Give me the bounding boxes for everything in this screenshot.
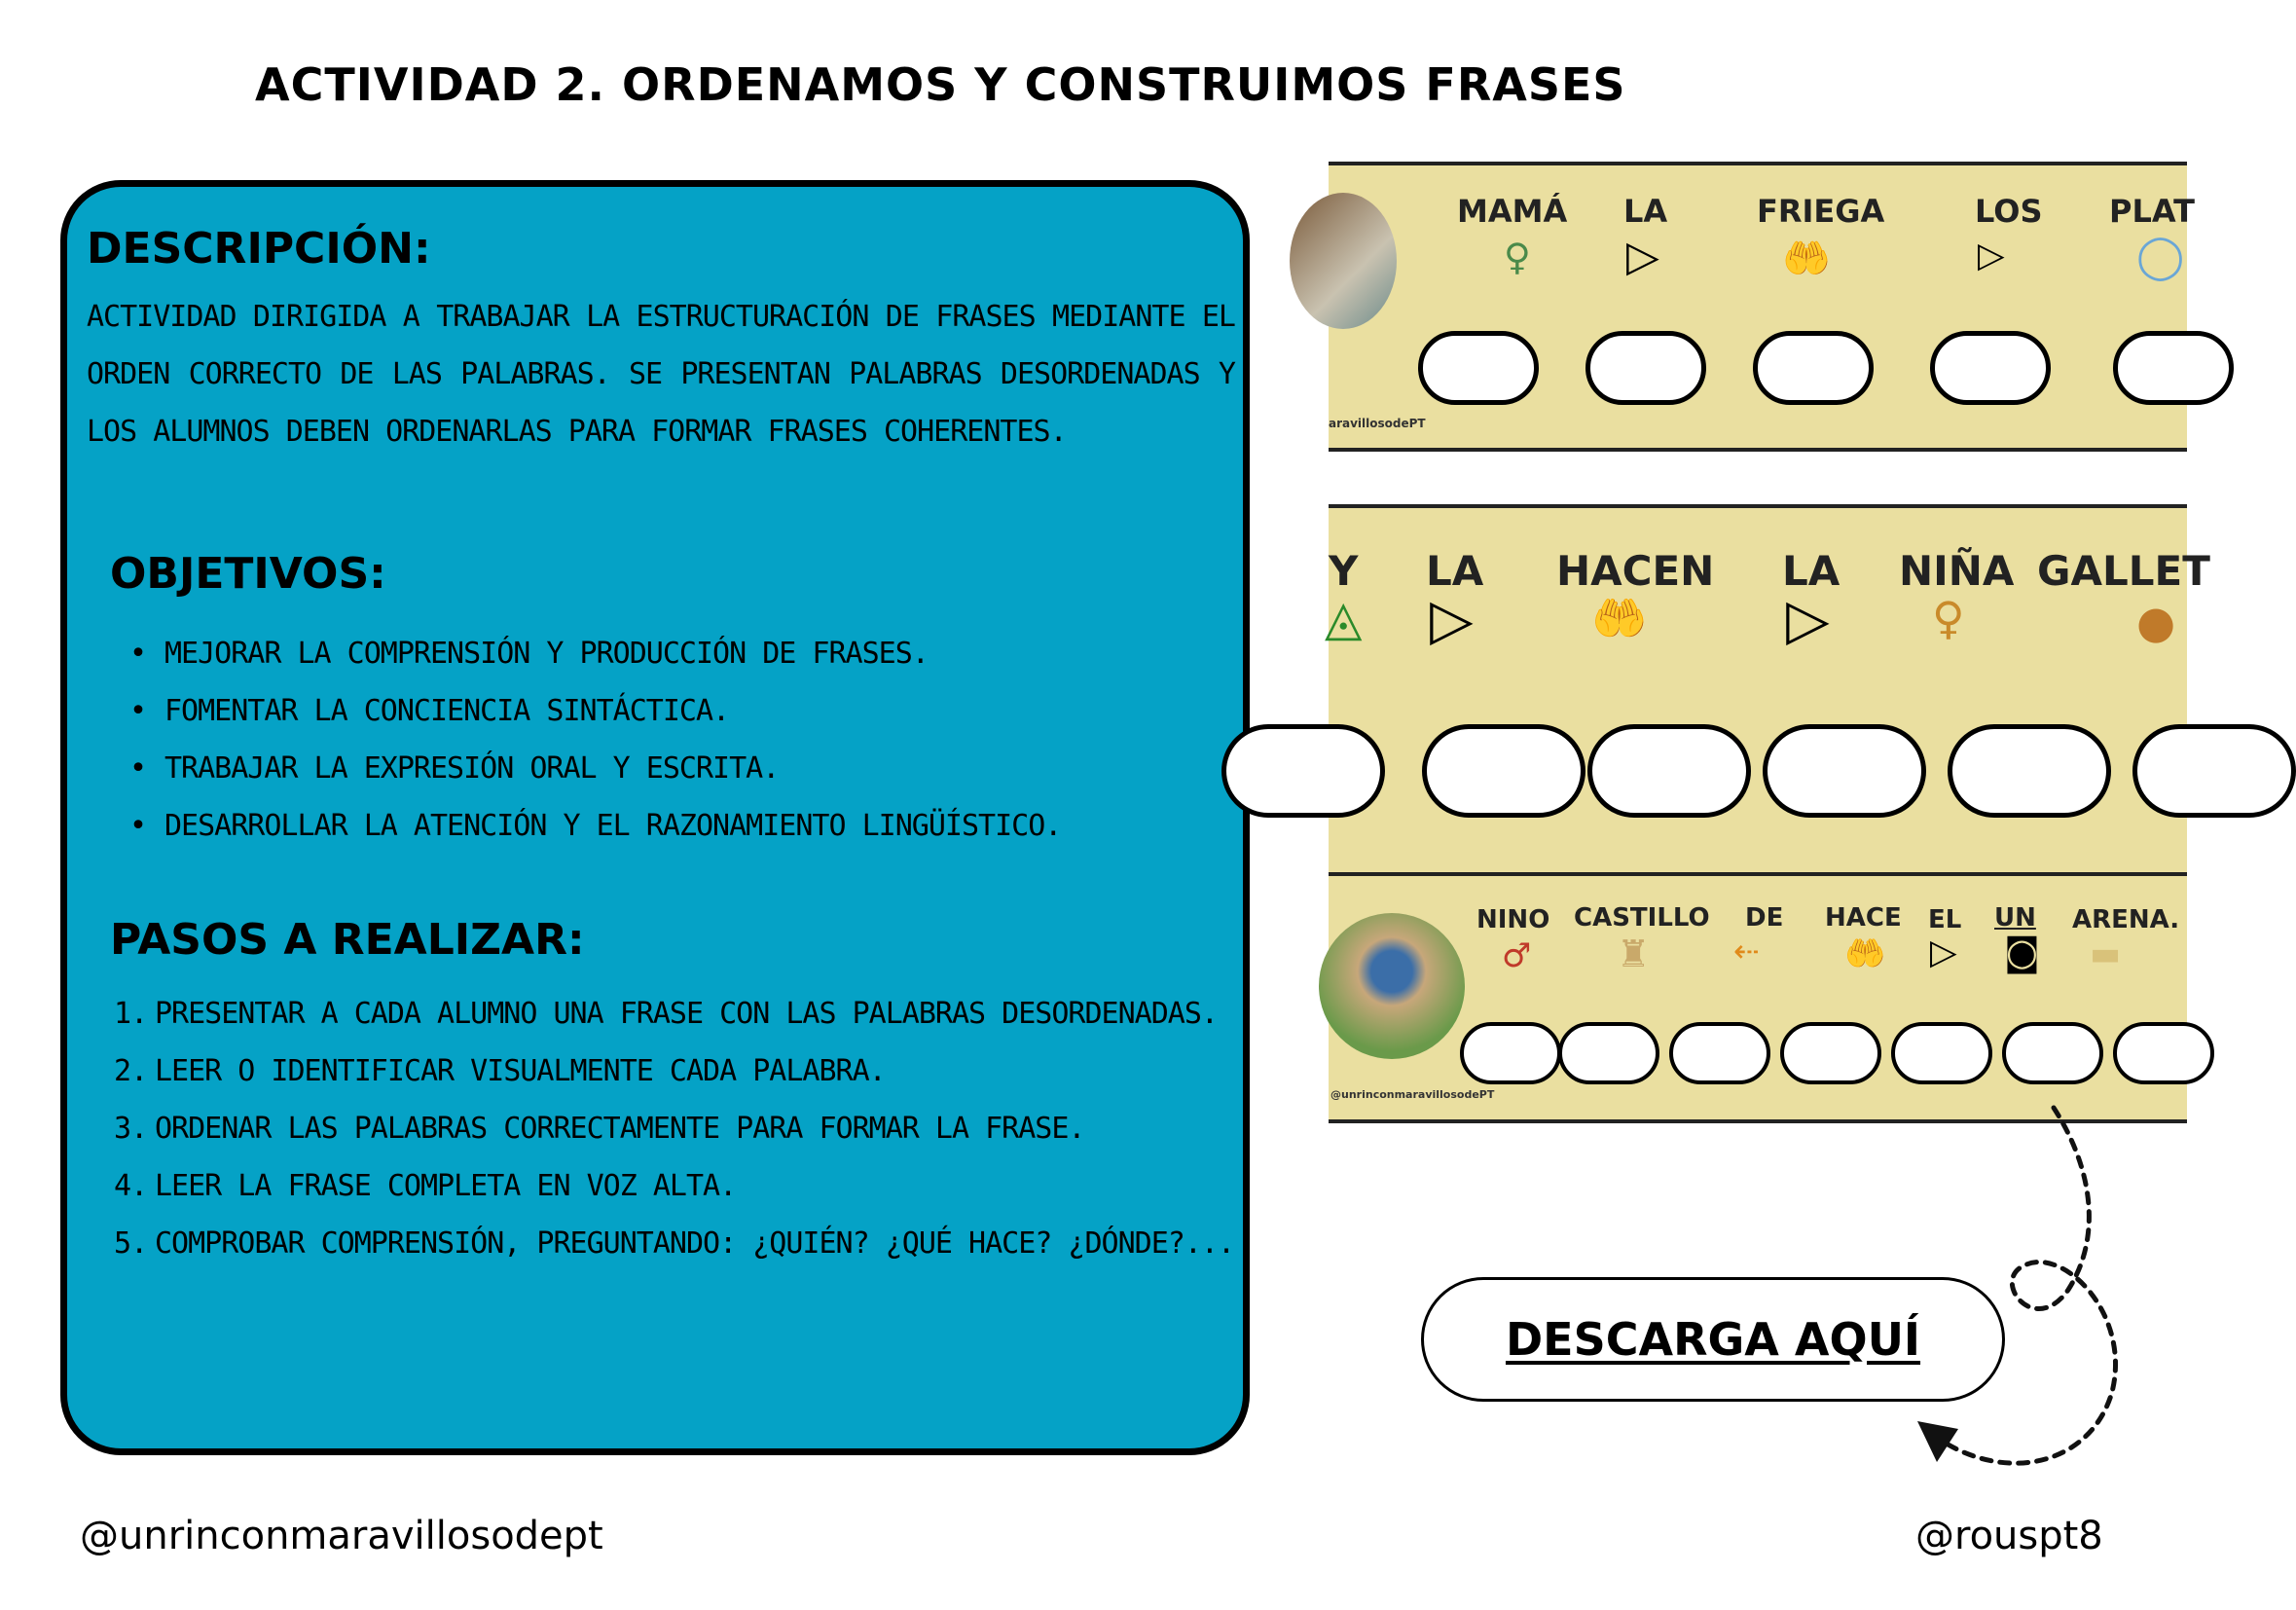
descripcion-text: ACTIVIDAD DIRIGIDA A TRABAJAR LA ESTRUCTURACIÓN DE FRASES MEDIANTE EL ORDEN CORRECTO DE LAS PALABRAS. SE PRESENTAN PALABRAS DESORDENADAS Y LOS ALUMNOS DEBEN ORDENARLAS PARA FORMAR FRASES COHERENTES. [87,300,1235,449]
list-item: ORDENAR LAS PALABRAS CORRECTAMENTE PARA FORMAR LA FRASE. [155,1112,1085,1146]
conjunction-triangle-icon: ◬ [1325,590,1363,646]
word-label: CASTILLO [1574,903,1710,933]
pasos-heading: PASOS A REALIZAR: [110,915,585,965]
list-item: LEER LA FRASE COMPLETA EN VOZ ALTA. [155,1169,737,1203]
word-label: MAMÁ [1457,193,1568,230]
cookies-icon: ● [2136,596,2176,648]
kitchen-photo [1290,193,1397,329]
word-label: Y [1329,547,1359,595]
sand-icon: ▬ [2090,934,2122,973]
list-item: COMPROBAR COMPRENSIÓN, PREGUNTANDO: ¿QUIÉN? ¿QUÉ HACE? ¿DÓNDE?... [155,1226,1234,1261]
list-item: PRESENTAR A CADA ALUMNO UNA FRASE CON LAS PALABRAS DESORDENADAS. [155,997,1218,1031]
answer-slot[interactable] [1669,1022,1770,1084]
word-label: LA [1426,547,1484,595]
pasos-list [114,985,1235,1272]
credit-text: @unrinconmaravillosodePT [1330,1088,1495,1101]
list-item: • MEJORAR LA COMPRENSIÓN Y PRODUCCIÓN DE FRASES. [126,625,1196,682]
article-plural-triangle-icon: ▷ [1978,236,2005,275]
answer-slot[interactable] [2132,724,2296,818]
answer-slot[interactable] [1558,1022,1659,1084]
word-label: DE [1745,903,1784,933]
answer-slot[interactable] [2113,1022,2214,1084]
word-label: LOS [1975,193,2043,230]
word-label: EL [1928,905,1962,934]
list-item: LEER O IDENTIFICAR VISUALMENTE CADA PALABRA. [155,1054,886,1088]
sentence-strip-2 [1325,504,2210,882]
sentence-strip-1 [1329,162,2195,452]
list-item: • TRABAJAR LA EXPRESIÓN ORAL Y ESCRITA. [126,740,1196,797]
plate-icon: ◯ [2136,232,2185,281]
article-triangle-icon: ▷ [1786,586,1830,652]
answer-slot[interactable] [1753,331,1874,405]
word-label: PLAT [2109,193,2195,230]
answer-slot[interactable] [1763,724,1926,818]
descripcion-heading: DESCRIPCIÓN: [87,224,431,274]
answer-slot[interactable] [1891,1022,1992,1084]
objetivos-heading: OBJETIVOS: [110,549,386,599]
answer-slot[interactable] [2113,331,2234,405]
credit-text: aravillosodePT [1329,417,1426,430]
author-handle-left: @unrinconmaravillosodept [80,1514,603,1558]
sandcastle-icon: ♜ [1617,933,1651,975]
making-hands-icon: 🤲 [1844,934,1886,973]
word-label: LA [1623,193,1668,230]
washing-dishes-icon: 🤲 [1782,237,1831,281]
answer-slot[interactable] [1460,1022,1561,1084]
word-label: LA [1782,547,1840,595]
answer-slot[interactable] [1948,724,2111,818]
article-triangle-icon: ▷ [1430,586,1474,652]
answer-slot[interactable] [1780,1022,1881,1084]
author-handle-right: @rouspt8 [1915,1514,2103,1558]
word-label: HACE [1825,903,1902,933]
mom-pictogram-icon: ♀ [1504,236,1531,278]
answer-slot[interactable] [1221,724,1385,818]
word-label: NINO [1476,905,1550,934]
article-triangle-icon: ▷ [1626,232,1659,281]
article-triangle-icon: ▷ [1930,933,1957,972]
word-label: NIÑA [1899,547,2015,595]
objetivos-list [126,625,1196,855]
word-label: GALLET [2037,547,2210,595]
answer-slot[interactable] [1422,724,1585,818]
page-title: ACTIVIDAD 2. ORDENAMOS Y CONSTRUIMOS FRASES [255,58,1626,111]
list-item: • DESARROLLAR LA ATENCIÓN Y EL RAZONAMIENTO LINGÜÍSTICO. [126,797,1196,855]
sentence-strip-3 [1329,872,2187,1123]
girl-pictogram-icon: ♀ [1932,592,1965,644]
word-label: UN [1994,903,2036,933]
list-item: • FOMENTAR LA CONCIENCIA SINTÁCTICA. [126,682,1196,740]
answer-slot[interactable] [1418,331,1539,405]
word-label: HACEN [1556,547,1715,595]
word-label: ARENA. [2072,905,2180,934]
sandcastle-photo [1319,913,1465,1059]
answer-slot[interactable] [1587,724,1751,818]
number-one-icon: ◙ [2004,931,2040,973]
answer-slot[interactable] [2002,1022,2103,1084]
info-panel [60,180,1250,1455]
preposition-arrow-icon: ⇠ [1733,933,1760,970]
making-hands-icon: 🤲 [1591,592,1648,644]
answer-slot[interactable] [1930,331,2051,405]
download-button-label: DESCARGA AQUÍ [1505,1313,1921,1366]
answer-slot[interactable] [1585,331,1706,405]
word-label: FRIEGA [1757,193,1885,230]
boy-pictogram-icon: ♂ [1502,936,1532,975]
download-button[interactable] [1421,1277,2005,1402]
